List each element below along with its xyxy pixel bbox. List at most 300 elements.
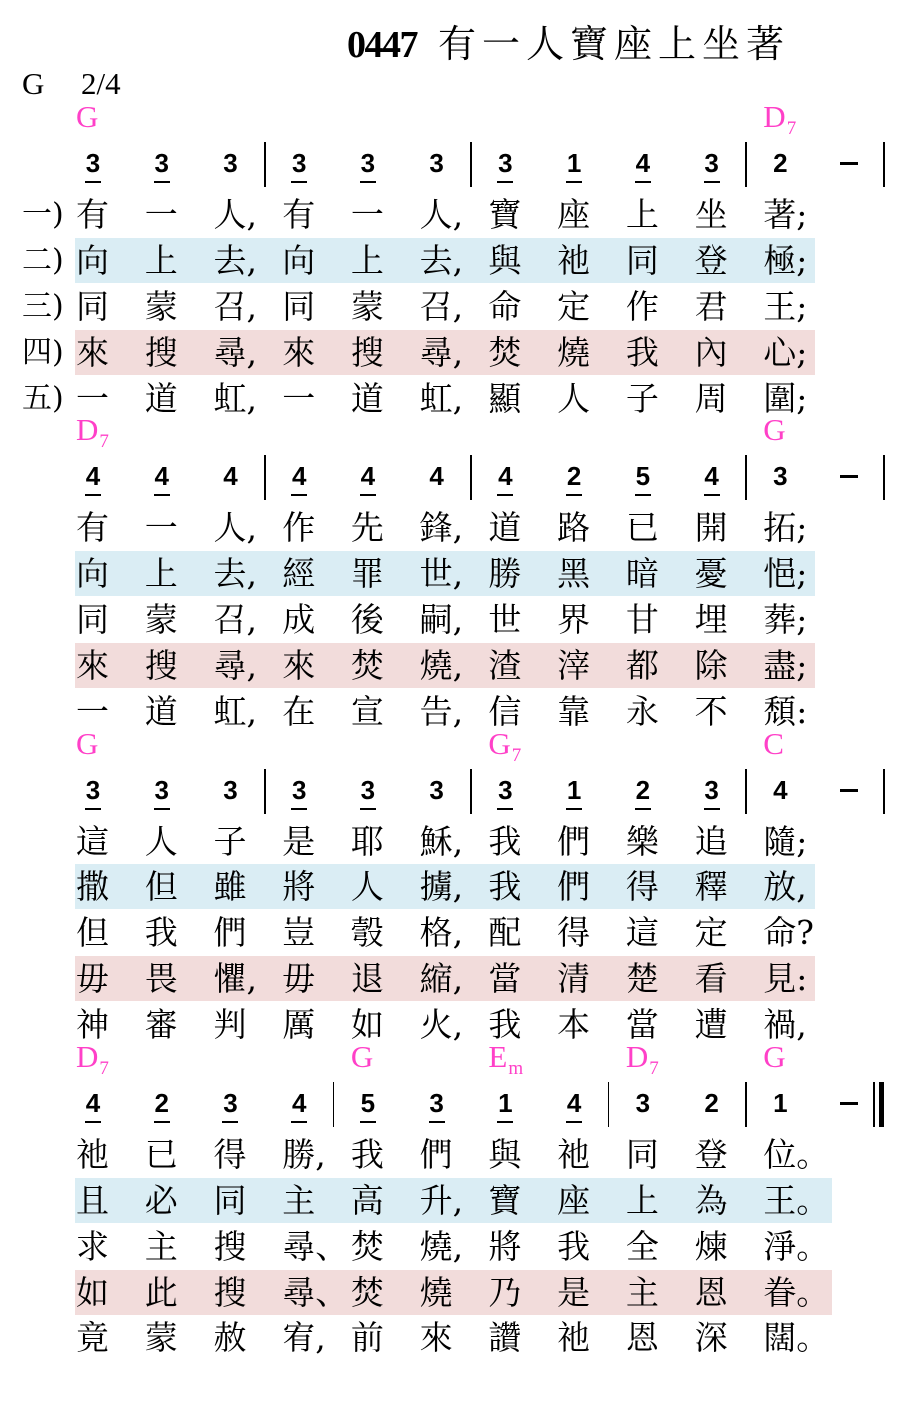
lyric-syllable: 格, — [419, 913, 464, 953]
lyric-syllable: 定 — [694, 913, 728, 953]
lyric-syllable: 著; — [763, 195, 808, 234]
note-digit: 3 — [85, 774, 101, 805]
lyric-syllable: 擄, — [419, 867, 464, 907]
note-digit: 1 — [498, 1087, 513, 1118]
lyric-syllable: 道 — [144, 378, 178, 418]
lyric-syllable: 燒 — [557, 332, 591, 372]
end-barline — [883, 455, 885, 500]
barline — [470, 769, 472, 814]
lyric-syllable: 甘 — [625, 600, 659, 640]
lyric-syllable: 蒙 — [144, 286, 178, 326]
lyric-syllable: 們 — [419, 1134, 453, 1174]
lyric-syllable: 遭 — [694, 1005, 728, 1045]
chord-quality: 7 — [649, 1057, 659, 1079]
lyric-syllable: 去, — [213, 554, 257, 594]
eighth-note-underline — [704, 808, 720, 810]
chord-root: G — [76, 99, 99, 134]
lyric-syllable: 人, — [419, 195, 464, 234]
note-digit: 4 — [498, 461, 513, 492]
lyric-syllable: 宣 — [350, 691, 384, 731]
lyric-syllable: 厲 — [282, 1005, 316, 1045]
lyric-syllable: 乃 — [488, 1272, 522, 1312]
lyric-syllable: 勝, — [282, 1134, 326, 1174]
eighth-note-underline — [635, 808, 651, 810]
sustain-dash — [840, 475, 858, 478]
chord-root: G — [488, 725, 511, 761]
hymn-number: 0447 — [347, 24, 417, 66]
lyric-syllable: 闊。 — [763, 1318, 830, 1358]
barline — [333, 1082, 335, 1127]
lyric-syllable: 人, — [213, 195, 257, 234]
chord-symbol — [625, 1038, 659, 1079]
lyric-syllable: 寶 — [488, 1180, 522, 1220]
lyric-syllable: 作 — [625, 286, 659, 326]
verse-label: 二) — [22, 242, 64, 278]
lyric-syllable: 主 — [144, 1226, 178, 1266]
lyric-syllable: 同 — [76, 600, 109, 640]
eighth-note-underline — [154, 1121, 170, 1123]
lyric-syllable: 後 — [350, 600, 384, 640]
lyric-syllable: 懼, — [213, 959, 257, 999]
lyric-syllable: 耶 — [350, 821, 384, 861]
verse-label: 一) — [22, 197, 64, 232]
note-digit: 4 — [291, 1087, 307, 1118]
barline — [745, 455, 747, 500]
lyric-syllable: 圍; — [763, 378, 808, 418]
time-signature: 2/4 — [81, 66, 121, 101]
lyric-syllable: 這 — [76, 821, 109, 861]
lyric-syllable: 極; — [763, 240, 808, 280]
eighth-note-underline — [497, 494, 513, 496]
lyric-syllable: 神 — [76, 1005, 109, 1045]
eighth-note-underline — [222, 1121, 238, 1123]
lyric-syllable: 一 — [76, 691, 109, 731]
note-digit: 3 — [773, 461, 788, 492]
note-digit: 4 — [360, 461, 376, 492]
lyric-syllable: 放, — [763, 867, 807, 907]
lyric-syllable: 赦 — [213, 1318, 247, 1358]
lyric-syllable: 上 — [350, 240, 384, 280]
lyric-syllable: 尋, — [213, 332, 257, 372]
lyric-syllable: 禍, — [763, 1005, 807, 1045]
lyric-syllable: 們 — [557, 867, 591, 907]
lyric-syllable: 來 — [282, 645, 316, 685]
lyric-syllable: 搜 — [213, 1226, 247, 1266]
verse-label: 三) — [22, 288, 64, 324]
lyric-syllable: 有 — [282, 195, 316, 234]
lyric-syllable: 豈 — [282, 913, 316, 953]
eighth-note-underline — [635, 181, 651, 183]
lyric-syllable: 搜 — [144, 645, 178, 685]
music-system — [0, 99, 924, 418]
lyric-syllable: 王。 — [763, 1180, 830, 1220]
lyric-syllable: 黑 — [557, 554, 591, 594]
note-digit: 3 — [223, 1087, 238, 1118]
lyric-syllable: 人 — [557, 378, 591, 418]
lyric-syllable: 為 — [694, 1180, 728, 1220]
note-digit: 3 — [360, 148, 376, 178]
lyric-syllable: 但 — [144, 867, 178, 907]
lyric-syllable: 搜 — [213, 1272, 247, 1312]
key-signature: G — [22, 66, 45, 101]
chord-symbol — [76, 412, 109, 453]
lyric-syllable: 蒙 — [144, 1318, 178, 1358]
lyric-syllable: 滓 — [557, 645, 591, 685]
lyric-syllable: 有 — [76, 508, 109, 548]
music-system — [0, 412, 924, 731]
lyric-syllable: 暗 — [625, 554, 659, 594]
lyric-syllable: 退 — [350, 959, 384, 999]
lyric-syllable: 一 — [76, 378, 109, 418]
lyric-syllable: 登 — [694, 1134, 728, 1174]
lyric-syllable: 來 — [76, 332, 109, 372]
eighth-note-underline — [429, 1121, 445, 1123]
lyric-syllable: 虹, — [419, 378, 464, 418]
lyric-syllable: 們 — [213, 913, 247, 953]
note-digit: 5 — [360, 1087, 376, 1118]
note-digit: 2 — [566, 461, 582, 492]
chord-quality: 7 — [511, 744, 522, 766]
chord-quality: 7 — [99, 1057, 109, 1079]
lyric-syllable: 楚 — [625, 959, 659, 999]
note-digit: 4 — [566, 1087, 582, 1118]
eighth-note-underline — [291, 808, 307, 810]
lyric-syllable: 世, — [419, 554, 464, 594]
note-digit: 3 — [429, 148, 444, 178]
note-digit: 3 — [635, 1087, 651, 1118]
lyric-syllable: 悒; — [763, 554, 808, 594]
lyric-syllable: 來 — [76, 645, 109, 685]
lyric-syllable: 前 — [350, 1318, 384, 1358]
lyric-syllable: 嗣, — [419, 600, 464, 640]
note-digit: 2 — [154, 1087, 169, 1118]
lyric-syllable: 祂 — [557, 1318, 591, 1358]
lyric-syllable: 當 — [488, 959, 522, 999]
lyric-syllable: 追 — [694, 821, 728, 861]
lyric-syllable: 火, — [419, 1005, 464, 1045]
chord-root: G — [763, 412, 786, 448]
lyric-syllable: 看 — [694, 959, 728, 999]
lyric-syllable: 王; — [763, 286, 808, 326]
lyric-syllable: 得 — [213, 1134, 247, 1174]
note-digit: 3 — [154, 774, 169, 805]
lyric-syllable: 一 — [144, 195, 178, 234]
final-barline-thin — [873, 1082, 875, 1127]
lyric-syllable: 樂 — [625, 821, 659, 861]
lyric-syllable: 向 — [76, 240, 109, 280]
eighth-note-underline — [85, 181, 101, 183]
eighth-note-underline — [360, 181, 376, 183]
barline — [745, 769, 747, 814]
lyric-syllable: 焚 — [350, 1226, 384, 1266]
lyric-syllable: 上 — [144, 554, 178, 594]
chord-quality: 7 — [786, 118, 797, 139]
chord-root: G — [350, 1038, 374, 1074]
lyric-syllable: 是 — [282, 821, 316, 861]
lyric-syllable: 同 — [76, 286, 109, 326]
lyric-syllable: 本 — [557, 1005, 591, 1045]
lyric-syllable: 全 — [625, 1226, 659, 1266]
barline — [745, 142, 747, 187]
lyric-syllable: 寶 — [488, 195, 522, 234]
eighth-note-underline — [154, 181, 170, 183]
lyric-syllable: 蒙 — [350, 286, 384, 326]
lyric-syllable: 召, — [213, 600, 257, 640]
note-digit: 3 — [291, 148, 307, 178]
chord-quality: m — [508, 1057, 524, 1079]
lyric-syllable: 穌, — [419, 821, 464, 861]
lyric-syllable: 虹, — [213, 691, 257, 731]
barline — [608, 1082, 610, 1127]
lyric-syllable: 去, — [419, 240, 464, 280]
lyric-syllable: 們 — [557, 821, 591, 861]
lyric-syllable: 眷。 — [763, 1272, 830, 1312]
lyric-syllable: 我 — [488, 867, 522, 907]
lyric-syllable: 登 — [694, 240, 728, 280]
lyric-syllable: 隨; — [763, 821, 808, 861]
lyric-syllable: 去, — [213, 240, 257, 280]
lyric-syllable: 作 — [282, 508, 316, 548]
lyric-syllable: 審 — [144, 1005, 178, 1045]
note-digit: 1 — [773, 1087, 788, 1118]
eighth-note-underline — [497, 181, 513, 183]
note-digit: 3 — [223, 148, 238, 178]
lyric-syllable: 信 — [488, 691, 522, 731]
barline — [264, 769, 266, 814]
note-digit: 4 — [704, 461, 719, 492]
lyric-syllable: 已 — [625, 508, 659, 548]
sustain-dash — [840, 789, 858, 792]
lyric-syllable: 得 — [557, 913, 591, 953]
lyric-syllable: 祂 — [557, 240, 591, 280]
note-digit: 2 — [635, 774, 651, 805]
lyric-syllable: 心; — [763, 332, 808, 372]
lyric-syllable: 靠 — [557, 691, 591, 731]
chord-symbol — [76, 1038, 109, 1079]
lyric-syllable: 君 — [694, 286, 728, 326]
eighth-note-underline — [154, 808, 170, 810]
lyric-syllable: 道 — [350, 378, 384, 418]
lyric-syllable: 不 — [694, 691, 728, 731]
lyric-syllable: 撒 — [76, 867, 109, 907]
chord-symbol — [488, 725, 522, 766]
lyric-syllable: 頹: — [763, 691, 808, 731]
chord-root: G — [76, 725, 99, 761]
lyric-syllable: 我 — [144, 913, 178, 953]
lyric-syllable: 燒 — [419, 1272, 453, 1312]
lyric-syllable: 燒, — [419, 645, 464, 685]
lyric-syllable: 見: — [763, 959, 808, 999]
lyric-syllable: 如 — [350, 1005, 384, 1045]
note-digit: 3 — [291, 774, 307, 805]
lyric-syllable: 永 — [625, 691, 659, 731]
verse-label: 五) — [22, 380, 64, 416]
lyric-syllable: 毋 — [282, 959, 316, 999]
note-digit: 5 — [635, 461, 651, 492]
lyric-syllable: 人 — [144, 821, 178, 861]
eighth-note-underline — [360, 1121, 376, 1123]
eighth-note-underline — [85, 494, 101, 496]
chord-root: E — [488, 1038, 508, 1074]
note-digit: 3 — [704, 148, 719, 178]
lyric-syllable: 同 — [282, 286, 316, 326]
lyric-syllable: 同 — [625, 1134, 659, 1174]
eighth-note-underline — [566, 1121, 582, 1123]
lyric-syllable: 祂 — [76, 1134, 109, 1174]
eighth-note-underline — [497, 808, 513, 810]
lyric-syllable: 我 — [625, 332, 659, 372]
eighth-note-underline — [85, 808, 101, 810]
lyric-syllable: 雖 — [213, 867, 247, 907]
lyric-syllable: 搜 — [144, 332, 178, 372]
lyric-syllable: 位。 — [763, 1134, 830, 1174]
lyric-syllable: 向 — [76, 554, 109, 594]
lyric-syllable: 路 — [557, 508, 591, 548]
note-digit: 1 — [566, 774, 582, 805]
note-digit: 4 — [429, 461, 444, 492]
lyric-syllable: 尋, — [213, 645, 257, 685]
sustain-dash — [840, 162, 858, 165]
lyric-syllable: 向 — [282, 240, 316, 280]
chord-root: D — [76, 1038, 99, 1074]
chord-symbol — [763, 1038, 786, 1074]
lyric-syllable: 恩 — [694, 1272, 728, 1312]
lyric-syllable: 與 — [488, 1134, 522, 1174]
verse-label: 四) — [22, 334, 64, 370]
chord-symbol — [763, 725, 785, 761]
lyric-syllable: 搜 — [350, 332, 384, 372]
lyric-syllable: 命 — [488, 286, 522, 326]
lyric-syllable: 恩 — [625, 1318, 659, 1358]
lyric-syllable: 判 — [213, 1005, 247, 1045]
lyric-syllable: 尋、 — [282, 1226, 349, 1266]
lyric-syllable: 鋒, — [419, 508, 464, 548]
lyric-syllable: 埋 — [694, 600, 728, 640]
lyric-syllable: 升, — [419, 1180, 464, 1220]
lyric-syllable: 子 — [625, 378, 659, 418]
chord-symbol — [76, 99, 99, 134]
lyric-syllable: 勝 — [488, 554, 522, 594]
lyric-syllable: 來 — [282, 332, 316, 372]
lyric-syllable: 內 — [694, 332, 728, 372]
lyric-syllable: 顯 — [488, 378, 522, 418]
note-digit: 4 — [154, 461, 169, 492]
lyric-syllable: 與 — [488, 240, 522, 280]
lyric-syllable: 我 — [488, 821, 522, 861]
lyric-syllable: 憂 — [694, 554, 728, 594]
note-digit: 3 — [498, 148, 513, 178]
lyric-syllable: 將 — [282, 867, 316, 907]
sustain-dash — [840, 1102, 858, 1105]
note-digit: 4 — [291, 461, 307, 492]
lyric-syllable: 來 — [419, 1318, 453, 1358]
lyric-syllable: 拓; — [763, 508, 808, 548]
note-digit: 3 — [429, 1087, 444, 1118]
chord-root: D — [625, 1038, 649, 1074]
lyric-syllable: 畏 — [144, 959, 178, 999]
hymn-title-text: 有一人寶座上坐著 — [438, 22, 791, 66]
lyric-syllable: 主 — [625, 1272, 659, 1312]
lyric-syllable: 人 — [350, 867, 384, 907]
chord-symbol — [488, 1038, 524, 1079]
note-digit: 3 — [360, 774, 376, 805]
lyric-syllable: 子 — [213, 821, 247, 861]
barline — [264, 455, 266, 500]
lyric-syllable: 界 — [557, 600, 591, 640]
chord-root: D — [76, 412, 99, 448]
eighth-note-underline — [291, 1121, 307, 1123]
note-digit: 4 — [85, 1087, 101, 1118]
lyric-syllable: 上 — [625, 1180, 659, 1220]
eighth-note-underline — [291, 181, 307, 183]
note-digit: 1 — [566, 148, 582, 178]
lyric-syllable: 求 — [76, 1226, 109, 1266]
lyric-syllable: 上 — [625, 195, 659, 234]
lyric-syllable: 縮, — [419, 959, 464, 999]
lyric-syllable: 有 — [76, 195, 109, 234]
lyric-syllable: 一 — [144, 508, 178, 548]
eighth-note-underline — [154, 494, 170, 496]
end-barline — [883, 769, 885, 814]
lyric-syllable: 先 — [350, 508, 384, 548]
eighth-note-underline — [635, 494, 651, 496]
lyric-syllable: 坐 — [694, 195, 728, 234]
lyric-syllable: 召, — [419, 286, 464, 326]
lyric-syllable: 一 — [350, 195, 384, 234]
lyric-syllable: 清 — [557, 959, 591, 999]
lyric-syllable: 一 — [282, 378, 316, 418]
lyric-syllable: 深 — [694, 1318, 728, 1358]
eighth-note-underline — [704, 181, 720, 183]
lyric-syllable: 竟 — [76, 1318, 109, 1358]
note-digit: 3 — [154, 148, 169, 178]
end-barline — [883, 142, 885, 187]
lyric-syllable: 命? — [763, 913, 814, 953]
lyric-syllable: 燒, — [419, 1226, 464, 1266]
lyric-syllable: 當 — [625, 1005, 659, 1045]
lyric-syllable: 道 — [488, 508, 522, 548]
chord-symbol — [76, 725, 99, 761]
chord-root: G — [763, 1038, 786, 1074]
lyric-syllable: 經 — [282, 554, 316, 594]
chord-quality: 7 — [99, 431, 109, 453]
lyric-syllable: 同 — [213, 1180, 247, 1220]
lyric-syllable: 上 — [144, 240, 178, 280]
lyric-syllable: 高 — [350, 1180, 384, 1220]
chord-symbol — [763, 99, 797, 139]
lyric-syllable: 渣 — [488, 645, 522, 685]
lyric-syllable: 成 — [282, 600, 316, 640]
lyric-syllable: 虹, — [213, 378, 257, 418]
lyric-syllable: 人, — [213, 508, 257, 548]
lyric-syllable: 座 — [557, 1180, 591, 1220]
lyric-syllable: 彀 — [350, 913, 384, 953]
lyric-syllable: 我 — [350, 1134, 384, 1174]
lyric-syllable: 祂 — [557, 1134, 591, 1174]
eighth-note-underline — [85, 1121, 101, 1123]
lyric-syllable: 盡; — [763, 645, 808, 685]
note-digit: 4 — [635, 148, 651, 178]
note-digit: 3 — [498, 774, 513, 805]
note-digit: 4 — [773, 774, 788, 805]
lyric-syllable: 告, — [419, 691, 464, 731]
barline — [470, 142, 472, 187]
lyric-syllable: 蒙 — [144, 600, 178, 640]
lyric-syllable: 此 — [144, 1272, 178, 1312]
lyric-syllable: 周 — [694, 378, 728, 418]
barline — [745, 1082, 747, 1127]
eighth-note-underline — [566, 181, 582, 183]
